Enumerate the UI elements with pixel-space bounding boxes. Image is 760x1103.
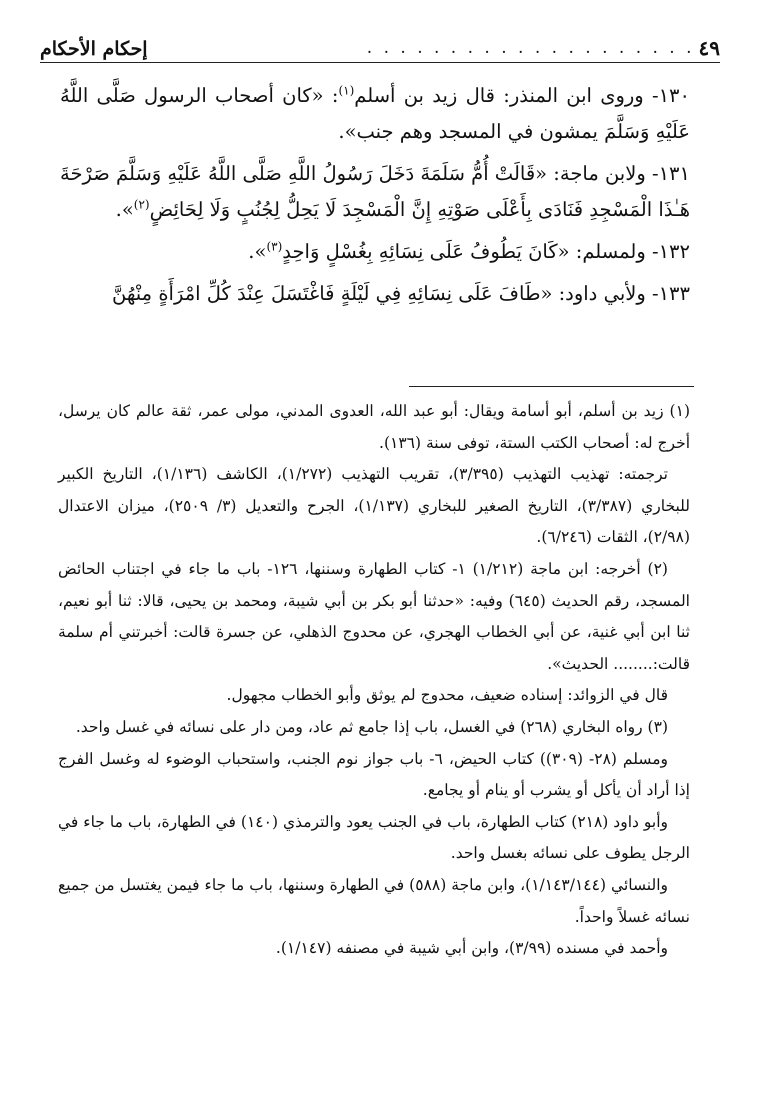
hadith-131: ١٣١- ولابن ماجة: «قَالَتْ أُمُّ سَلَمَةَ دَخَلَ رَسُولُ اللَّهِ صَلَّى اللَّهُ عَلَيْهِ وَسَلَّمَ صَرْحَةَ هَـٰذَا الْمَسْجِدِ فَنَادَى بِأَعْلَى صَوْتِهِ إِنَّ الْمَسْجِدَ لَا يَحِلُّ لِجُنُبٍ وَلَا لِحَائِضٍ$^{(٢)}$». (60, 162, 690, 221)
footnote-paragraph: ترجمته: تهذيب التهذيب (٣/٣٩٥)، تقريب التهذيب (١/٢٧٢)، الكاشف (١/١٣٦)، التاريخ الكبير للبخاري (٣/٣٨٧)، التاريخ الصغير للبخاري (١/١٣٧)، الجرح والتعديل (٣/ ٢٥٠٩)، ميزان الاعتدال (٢/٩٨)، الثقات (٦/٢٤٦). (58, 465, 691, 547)
running-title: إحكام الأحكام (40, 38, 148, 60)
footnote-ref-2[interactable]: (٢) (133, 197, 150, 212)
footnote-paragraph: (٣) رواه البخاري (٢٦٨) في الغسل، باب إذا جامع ثم عاد، ومن دار على نسائه في غسل واحد. (75, 717, 668, 736)
footnote-paragraph: وأحمد في مسنده (٣/٩٩)، وابن أبي شيبة في مصنفه (١/١٤٧). (275, 939, 668, 958)
hadith-130: ١٣٠- وروى ابن المنذر: قال زيد بن أسلم$^{(١)}$: «كان أصحاب الرسول صَلَّى اللَّهُ عَلَيْهِ وَسَلَّمَ يمشون في المسجد وهم جنب». (60, 83, 690, 143)
hadith-132: ١٣٢- ولمسلم: «كَانَ يَطُوفُ عَلَى نِسَائِهِ بِغُسْلٍ وَاحِدٍ$^{(٣)}$». (248, 239, 690, 263)
footnote-paragraph: وأبو داود (٢١٨) كتاب الطهارة، باب في الجنب يعود والترمذي (١٤٠) في الطهارة، باب ما جاء في الرجل يطوف على نسائه بغسل واحد. (58, 812, 690, 863)
header-leader-dots: . . . . . . . . . . . . . . . . . . . . (366, 38, 695, 58)
hadith-133: ١٣٣- ولأبي داود: «طَافَ عَلَى نِسَائِهِ فِي لَيْلَةٍ فَاغْتَسَلَ عِنْدَ كُلِّ امْرَأَةٍ مِنْهُنَّ (111, 282, 690, 305)
footnotes (58, 396, 690, 965)
footnote-paragraph: والنسائي (١/١٤٣/١٤٤)، وابن ماجة (٥٨٨) في الطهارة وسننها، باب ما جاء فيمن يغتسل من جميع نسائه غسلاً واحداً. (58, 875, 690, 926)
footnote-ref-1[interactable]: (١) (338, 83, 355, 98)
page-number: ٤٩ (698, 36, 720, 60)
footnote-paragraph: (١) زيد بن أسلم، أبو أسامة ويقال: أبو عبد الله، العدوى المدني، مولى عمر، ثقة عالم كان يرسل، أخرج له: أصحاب الكتب الستة، توفى سنة (١٣٦). (58, 402, 690, 452)
header-rule (40, 62, 720, 63)
footnote-paragraph: قال في الزوائد: إسناده ضعيف، محدوج لم يوثق وأبو الخطاب مجهول. (226, 686, 668, 705)
footnote-paragraph: ومسلم (٢٨- (٣٠٩)) كتاب الحيض، ٦- باب جواز نوم الجنب، واستحباب الوضوء له وغسل الفرج إذا أراد أن يأكل أو يشرب أو ينام أو يجامع. (58, 749, 690, 800)
page-header (40, 26, 720, 60)
main-text (60, 78, 690, 318)
footnote-ref-3[interactable]: (٣) (266, 239, 283, 254)
footnote-paragraph: (٢) أخرجه: ابن ماجة (١/٢١٢) ١- كتاب الطهارة وسننها، ١٢٦- باب ما جاء في اجتناب الحائض المسجد، رقم الحديث (٦٤٥) وفيه: «حدثنا أبو بكر بن أبي شيبة، ومحمد بن يحيى، قالا: ثنا أبو نعيم، ثنا ابن أبي غنية، عن أبي الخطاب الهجري، عن محدوج الذهلي، عن جسرة قالت: أخبرتني أم سلمة قالت:........ الحديث». (58, 559, 690, 673)
footnote-separator (409, 386, 694, 387)
